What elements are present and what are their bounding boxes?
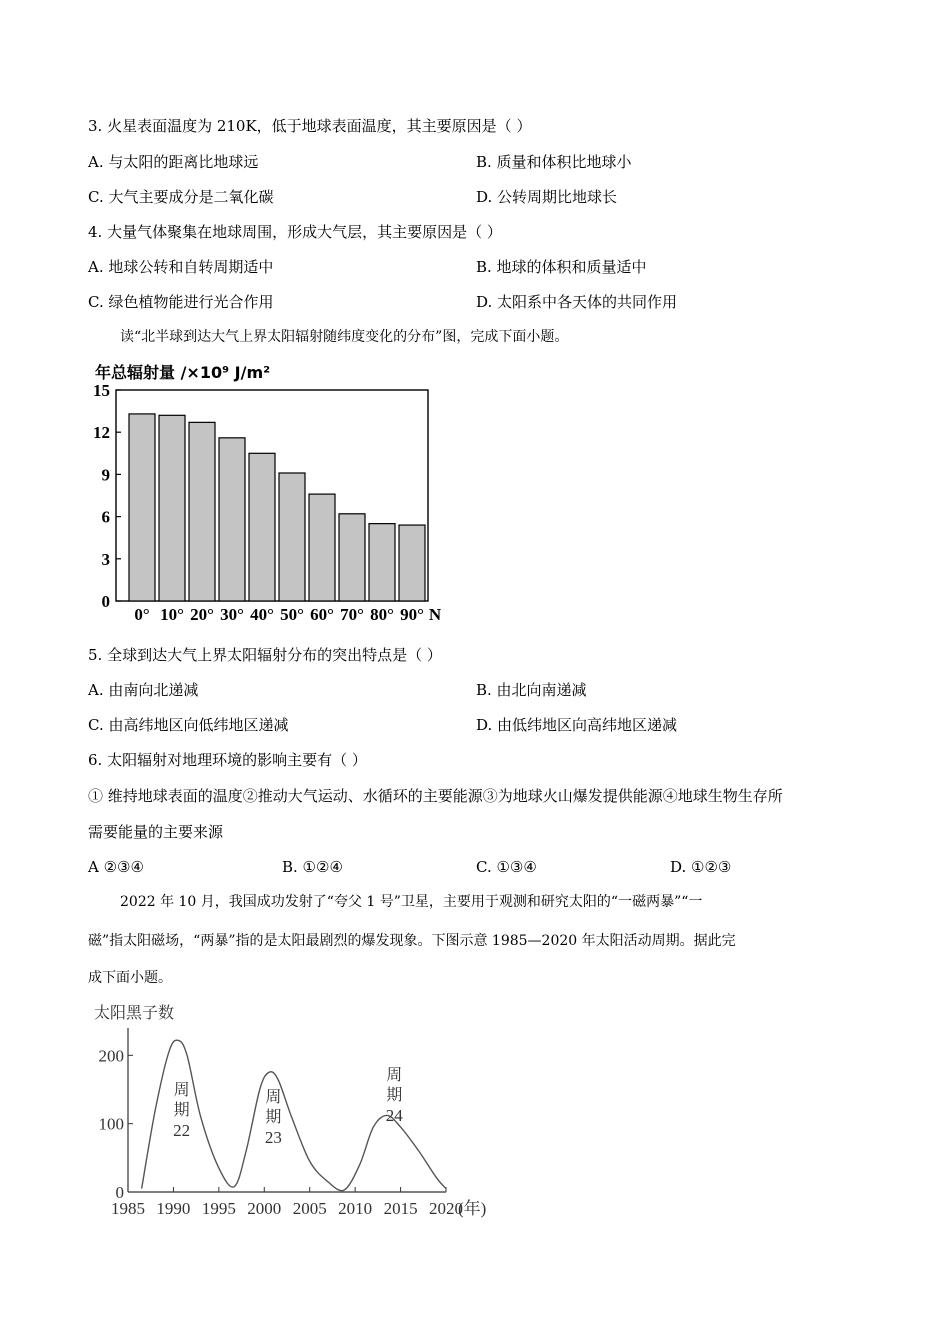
cycle-label-number: 24 — [385, 1106, 403, 1125]
x-unit-label: N — [428, 605, 442, 624]
y-tick-label: 200 — [98, 1046, 124, 1066]
bar — [189, 422, 215, 601]
y-tick-label: 6 — [101, 507, 110, 527]
y-tick-label: 0 — [115, 1183, 124, 1202]
q3-option-b: B. 质量和体积比地球小 — [476, 153, 632, 171]
q4-option-a: A. 地球公转和自转周期适中 — [88, 258, 274, 276]
q5-stem: 5. 全球到达大气上界太阳辐射分布的突出特点是（ ） — [88, 646, 442, 664]
cycle-label-line2: 期 — [265, 1109, 282, 1126]
q4-option-b: B. 地球的体积和质量适中 — [476, 258, 647, 276]
q3-option-a: A. 与太阳的距离比地球远 — [88, 153, 259, 171]
x-tick-label: 2000 — [247, 1199, 282, 1218]
bar — [129, 414, 155, 601]
y-tick-label: 15 — [93, 381, 110, 400]
radiation-bar-chart — [80, 380, 460, 625]
x-tick-label: 60° — [310, 605, 334, 624]
cycle-label-line2: 期 — [173, 1102, 190, 1119]
bar — [339, 514, 365, 601]
cycle-label-line1: 周 — [173, 1082, 190, 1099]
bar — [219, 438, 245, 601]
bar — [249, 453, 275, 601]
q6-statements-line1: ① 维持地球表面的温度②推动大气运动、水循环的主要能源③为地球火山爆发提供能源④地球生物生存所 — [88, 787, 783, 805]
q6-option-c: C. ①③④ — [476, 858, 537, 876]
bar — [159, 415, 185, 601]
bar — [279, 473, 305, 601]
q6-option-d: D. ①②③ — [670, 858, 732, 876]
cycle-label-line1: 周 — [386, 1067, 403, 1084]
x-tick-label: 10° — [160, 605, 184, 624]
x-tick-label: 50° — [280, 605, 304, 624]
x-tick-label: 70° — [340, 605, 364, 624]
x-tick-label: 1995 — [201, 1199, 236, 1218]
bar — [309, 494, 335, 601]
x-tick-label: 30° — [220, 605, 244, 624]
x-tick-label: 80° — [370, 605, 394, 624]
sunspot-line-chart — [80, 1020, 510, 1225]
bar — [369, 524, 395, 601]
q6-option-a: A ②③④ — [88, 858, 144, 876]
q3-option-c: C. 大气主要成分是二氧化碳 — [88, 188, 274, 206]
q6-statements-line2: 需要能量的主要来源 — [88, 823, 224, 841]
x-tick-label: 2010 — [338, 1199, 373, 1218]
q5-option-d: D. 由低纬地区向高纬地区递减 — [476, 716, 678, 734]
sunspot-chart-title: 太阳黑子数 — [94, 1003, 175, 1022]
q4-option-d: D. 太阳系中各天体的共同作用 — [476, 293, 678, 311]
q4-stem: 4. 大量气体聚集在地球周围，形成大气层，其主要原因是（ ） — [88, 223, 502, 241]
x-tick-label: 1990 — [156, 1199, 191, 1218]
x-unit-label: (年) — [458, 1199, 487, 1218]
q5-option-b: B. 由北向南递减 — [476, 681, 587, 699]
q5-option-a: A. 由南向北递减 — [88, 681, 199, 699]
x-tick-label: 90° — [400, 605, 424, 624]
intro-radiation: 读“北半球到达大气上界太阳辐射随纬度变化的分布”图，完成下面小题。 — [120, 329, 569, 345]
q5-option-c: C. 由高纬地区向低纬地区递减 — [88, 716, 289, 734]
cycle-label-line1: 周 — [265, 1089, 282, 1106]
y-tick-label: 100 — [98, 1114, 124, 1134]
intro-sunspot-line2: 磁”指太阳磁场，“两暴”指的是太阳最剧烈的爆发现象。下图示意 1985—2020 年太阳活动周期。据此完 — [88, 933, 736, 949]
q4-option-c: C. 绿色植物能进行光合作用 — [88, 293, 274, 311]
y-tick-label: 9 — [101, 465, 110, 485]
q6-option-b: B. ①②④ — [282, 858, 343, 876]
intro-sunspot-line3: 成下面小题。 — [88, 970, 172, 986]
bar — [399, 525, 425, 601]
radiation-chart-title: 年总辐射量 /×10⁹ J/m² — [95, 363, 271, 382]
x-tick-label: 2015 — [383, 1199, 418, 1218]
cycle-label-line2: 期 — [386, 1087, 403, 1104]
q6-stem: 6. 太阳辐射对地理环境的影响主要有（ ） — [88, 751, 367, 769]
q3-option-d: D. 公转周期比地球长 — [476, 188, 618, 206]
y-tick-label: 12 — [93, 423, 110, 443]
x-tick-label: 40° — [250, 605, 274, 624]
x-tick-label: 20° — [190, 605, 214, 624]
y-tick-label: 3 — [101, 549, 110, 569]
x-tick-label: 2020 — [429, 1199, 463, 1218]
x-tick-label: 2005 — [292, 1199, 327, 1218]
cycle-label-number: 23 — [264, 1128, 282, 1147]
q3-stem: 3. 火星表面温度为 210K，低于地球表面温度，其主要原因是（ ） — [88, 117, 532, 135]
x-tick-label: 0° — [134, 605, 150, 624]
x-tick-label: 1985 — [111, 1199, 145, 1218]
y-tick-label: 0 — [101, 592, 110, 611]
cycle-label-number: 22 — [173, 1121, 191, 1140]
intro-sunspot-line1: 2022 年 10 月，我国成功发射了“夸父 1 号”卫星，主要用于观测和研究太阳的“一磁两暴”“一 — [120, 894, 703, 910]
